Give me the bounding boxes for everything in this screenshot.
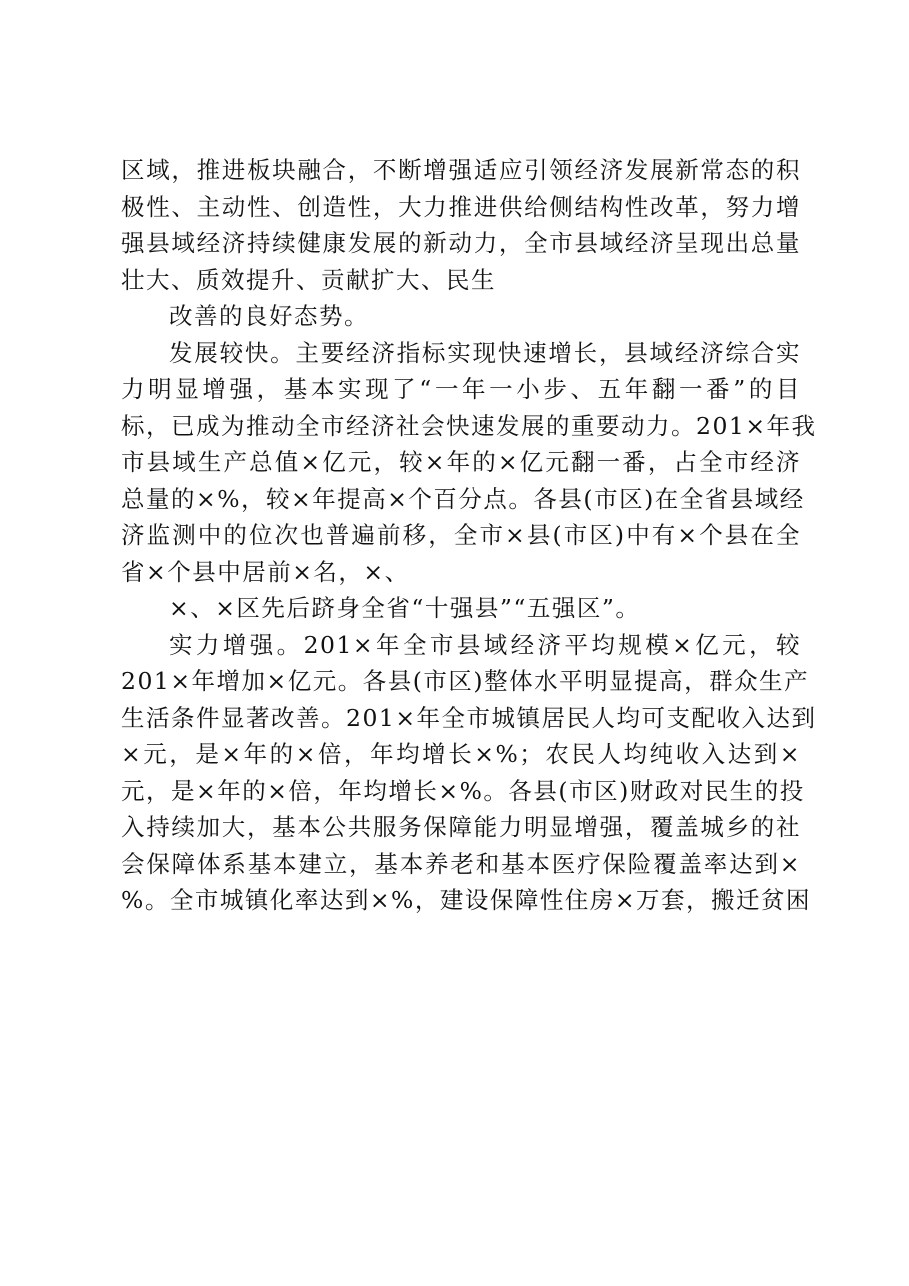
text-line: 标，已成为推动全市经济社会快速发展的重要动力。201×年我 (121, 411, 817, 440)
text-line: 总量的×%，较×年提高×个百分点。各县(市区)在全省县域经 (121, 484, 805, 513)
text-line: %。全市城镇化率达到×%，建设保障性住房×万套，搬迁贫困 (121, 886, 812, 914)
text-line: 元，是×年的×倍，年均增长×%。各县(市区)财政对民生的投 (121, 776, 805, 805)
text-line: 会保障体系基本建立，基本养老和基本医疗保险覆盖率达到× (121, 849, 801, 878)
text-line: 力明显增强，基本实现了“一年一小步、五年翻一番”的目 (121, 375, 801, 403)
text-line: 201×年增加×亿元。各县(市区)整体水平明显提高，群众生产 (121, 667, 810, 695)
text-line: 壮大、质效提升、贡献扩大、民生 (121, 265, 496, 294)
text-line: 极性、主动性、创造性，大力推进供给侧结构性改革，努力增 (121, 192, 801, 221)
text-line: 济监测中的位次也普遍前移，全市×县(市区)中有×个县在全 (121, 521, 801, 549)
paragraph-start-line: 发展较快。主要经济指标实现快速增长，县域经济综合实 (169, 338, 801, 367)
text-line: 强县域经济持续健康发展的新动力，全市县域经济呈现出总量 (121, 229, 801, 257)
text-line: 入持续加大，基本公共服务保障能力明显增强，覆盖城乡的社 (121, 813, 801, 841)
text-line: ×元，是×年的×倍，年均增长×%；农民人均纯收入达到× (121, 740, 801, 768)
body-text (121, 152, 817, 919)
paragraph-start-line: 实力增强。201×年全市县域经济平均规模×亿元，较 (169, 630, 801, 659)
text-line: 区域，推进板块融合，不断增强适应引领经济发展新常态的积 (121, 156, 801, 184)
text-line: ×、×区先后跻身全省“十强县”“五强区”。 (169, 594, 641, 622)
text-line: 市县域生产总值×亿元，较×年的×亿元翻一番，占全市经济 (121, 448, 801, 476)
text-line: 生活条件显著改善。201×年全市城镇居民人均可支配收入达到 (121, 703, 817, 732)
text-line: 省×个县中居前×名，×、 (121, 557, 410, 586)
text-line: 改善的良好态势。 (169, 302, 369, 330)
